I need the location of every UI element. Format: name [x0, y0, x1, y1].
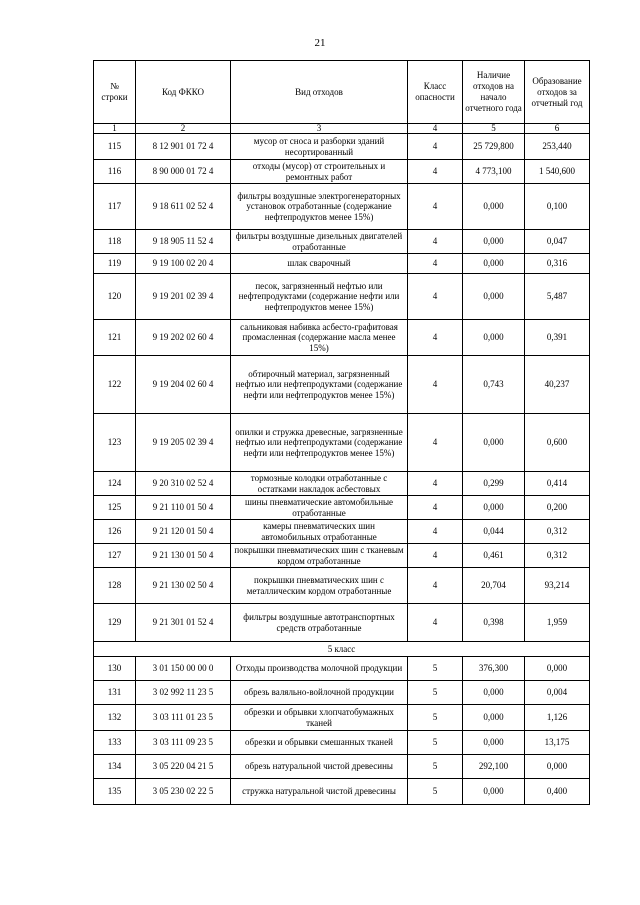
start-amount-cell: 0,000 [463, 320, 525, 356]
hazard-class-cell: 4 [408, 568, 463, 604]
fkko-code-cell: 3 05 230 02 22 5 [136, 779, 231, 805]
start-amount-cell: 0,461 [463, 544, 525, 568]
waste-type-cell: обрезь валяльно-войлочной продукции [231, 681, 408, 705]
header-waste-type: Вид отходов [231, 61, 408, 124]
row-number-cell: 115 [94, 134, 136, 160]
waste-type-cell: фильтры воздушные автотранспортных средств отработанные [231, 604, 408, 642]
start-amount-cell: 0,000 [463, 779, 525, 805]
hazard-class-cell: 5 [408, 657, 463, 681]
formed-amount-cell: 5,487 [525, 274, 590, 320]
column-number-row [94, 124, 590, 134]
start-amount-cell: 0,000 [463, 414, 525, 472]
start-amount-cell: 376,300 [463, 657, 525, 681]
start-amount-cell: 0,000 [463, 731, 525, 755]
column-number: 5 [463, 124, 525, 134]
waste-type-cell: шлак сварочный [231, 254, 408, 274]
row-number-cell: 120 [94, 274, 136, 320]
formed-amount-cell: 0,391 [525, 320, 590, 356]
formed-amount-cell: 1,126 [525, 705, 590, 731]
row-number-cell: 131 [94, 681, 136, 705]
row-number-cell: 133 [94, 731, 136, 755]
row-number-cell: 121 [94, 320, 136, 356]
waste-type-cell: покрышки пневматических шин с металлическим кордом отработанные [231, 568, 408, 604]
column-number: 3 [231, 124, 408, 134]
waste-type-cell: обтирочный материал, загрязненный нефтью или нефтепродуктами (содержание нефти или нефтепродуктов менее 15%) [231, 356, 408, 414]
hazard-class-cell: 5 [408, 731, 463, 755]
fkko-code-cell: 9 20 310 02 52 4 [136, 472, 231, 496]
column-number: 6 [525, 124, 590, 134]
row-number-cell: 128 [94, 568, 136, 604]
waste-type-cell: мусор от сноса и разборки зданий несортированный [231, 134, 408, 160]
hazard-class-cell: 4 [408, 254, 463, 274]
hazard-class-cell: 4 [408, 496, 463, 520]
section-row [94, 642, 590, 657]
fkko-code-cell: 3 05 220 04 21 5 [136, 755, 231, 779]
fkko-code-cell: 9 19 100 02 20 4 [136, 254, 231, 274]
waste-type-cell: Отходы производства молочной продукции [231, 657, 408, 681]
waste-type-cell: отходы (мусор) от строительных и ремонтных работ [231, 160, 408, 184]
formed-amount-cell: 0,000 [525, 657, 590, 681]
start-amount-cell: 0,398 [463, 604, 525, 642]
formed-amount-cell: 93,214 [525, 568, 590, 604]
table-row [94, 731, 590, 755]
table-row [94, 356, 590, 414]
waste-type-cell: обрезь натуральной чистой древесины [231, 755, 408, 779]
table-row [94, 705, 590, 731]
fkko-code-cell: 3 01 150 00 00 0 [136, 657, 231, 681]
formed-amount-cell: 0,047 [525, 230, 590, 254]
row-number-cell: 129 [94, 604, 136, 642]
column-number: 4 [408, 124, 463, 134]
waste-type-cell: сальниковая набивка асбесто-графитовая промасленная (содержание масла менее 15%) [231, 320, 408, 356]
hazard-class-cell: 5 [408, 755, 463, 779]
column-number: 2 [136, 124, 231, 134]
hazard-class-cell: 5 [408, 779, 463, 805]
hazard-class-cell: 4 [408, 520, 463, 544]
row-number-cell: 134 [94, 755, 136, 779]
hazard-class-cell: 5 [408, 705, 463, 731]
fkko-code-cell: 9 21 130 01 50 4 [136, 544, 231, 568]
formed-amount-cell: 1 540,600 [525, 160, 590, 184]
hazard-class-cell: 4 [408, 472, 463, 496]
fkko-code-cell: 9 18 611 02 52 4 [136, 184, 231, 230]
start-amount-cell: 0,000 [463, 496, 525, 520]
hazard-class-cell: 4 [408, 160, 463, 184]
table-row [94, 568, 590, 604]
table-row [94, 544, 590, 568]
formed-amount-cell: 0,316 [525, 254, 590, 274]
row-number-cell: 119 [94, 254, 136, 274]
waste-type-cell: шины пневматические автомобильные отработанные [231, 496, 408, 520]
hazard-class-cell: 4 [408, 604, 463, 642]
fkko-code-cell: 9 21 130 02 50 4 [136, 568, 231, 604]
header-start-amount: Наличие отходов на начало отчетного года [463, 61, 525, 124]
start-amount-cell: 20,704 [463, 568, 525, 604]
fkko-code-cell: 9 21 120 01 50 4 [136, 520, 231, 544]
table-row [94, 184, 590, 230]
fkko-code-cell: 9 21 110 01 50 4 [136, 496, 231, 520]
fkko-code-cell: 9 19 201 02 39 4 [136, 274, 231, 320]
hazard-class-cell: 5 [408, 681, 463, 705]
hazard-class-cell: 4 [408, 134, 463, 160]
formed-amount-cell: 0,000 [525, 755, 590, 779]
start-amount-cell: 0,000 [463, 254, 525, 274]
waste-type-cell: камеры пневматических шин автомобильных отработанные [231, 520, 408, 544]
row-number-cell: 125 [94, 496, 136, 520]
header-formed-amount: Образование отходов за отчетный год [525, 61, 590, 124]
formed-amount-cell: 0,100 [525, 184, 590, 230]
section-label: 5 класс [94, 642, 590, 657]
waste-type-cell: покрышки пневматических шин с тканевым кордом отработанные [231, 544, 408, 568]
table-row [94, 472, 590, 496]
formed-amount-cell: 0,312 [525, 520, 590, 544]
header-hazard-class: Класс опасности [408, 61, 463, 124]
table-row [94, 520, 590, 544]
waste-type-cell: фильтры воздушные дизельных двигателей отработанные [231, 230, 408, 254]
table-row [94, 274, 590, 320]
table-row [94, 414, 590, 472]
start-amount-cell: 0,000 [463, 184, 525, 230]
row-number-cell: 124 [94, 472, 136, 496]
fkko-code-cell: 3 03 111 01 23 5 [136, 705, 231, 731]
row-number-cell: 127 [94, 544, 136, 568]
table-row [94, 134, 590, 160]
row-number-cell: 123 [94, 414, 136, 472]
formed-amount-cell: 0,414 [525, 472, 590, 496]
row-number-cell: 118 [94, 230, 136, 254]
header-row [94, 61, 590, 124]
start-amount-cell: 292,100 [463, 755, 525, 779]
row-number-cell: 126 [94, 520, 136, 544]
hazard-class-cell: 4 [408, 274, 463, 320]
table-row [94, 320, 590, 356]
table-row [94, 160, 590, 184]
start-amount-cell: 0,000 [463, 705, 525, 731]
table-row [94, 657, 590, 681]
waste-type-cell: тормозные колодки отработанные с остатками накладок асбестовых [231, 472, 408, 496]
hazard-class-cell: 4 [408, 184, 463, 230]
fkko-code-cell: 3 03 111 09 23 5 [136, 731, 231, 755]
row-number-cell: 122 [94, 356, 136, 414]
fkko-code-cell: 9 19 205 02 39 4 [136, 414, 231, 472]
hazard-class-cell: 4 [408, 414, 463, 472]
waste-type-cell: обрезки и обрывки смешанных тканей [231, 731, 408, 755]
row-number-cell: 130 [94, 657, 136, 681]
start-amount-cell: 0,000 [463, 274, 525, 320]
row-number-cell: 135 [94, 779, 136, 805]
start-amount-cell: 4 773,100 [463, 160, 525, 184]
hazard-class-cell: 4 [408, 320, 463, 356]
waste-type-cell: фильтры воздушные электрогенераторных установок отработанные (содержание нефтепродуктов менее 15%) [231, 184, 408, 230]
start-amount-cell: 0,743 [463, 356, 525, 414]
row-number-cell: 116 [94, 160, 136, 184]
column-number: 1 [94, 124, 136, 134]
hazard-class-cell: 4 [408, 230, 463, 254]
fkko-code-cell: 3 02 992 11 23 5 [136, 681, 231, 705]
start-amount-cell: 0,044 [463, 520, 525, 544]
page-number: 21 [314, 37, 326, 49]
formed-amount-cell: 13,175 [525, 731, 590, 755]
table-row [94, 604, 590, 642]
table-row [94, 681, 590, 705]
table-row [94, 755, 590, 779]
waste-type-cell: опилки и стружка древесные, загрязненные нефтью или нефтепродуктами (содержание нефти или нефтепродуктов менее 15%) [231, 414, 408, 472]
start-amount-cell: 0,299 [463, 472, 525, 496]
fkko-code-cell: 9 19 202 02 60 4 [136, 320, 231, 356]
table-row [94, 230, 590, 254]
formed-amount-cell: 253,440 [525, 134, 590, 160]
fkko-code-cell: 9 19 204 02 60 4 [136, 356, 231, 414]
fkko-code-cell: 9 18 905 11 52 4 [136, 230, 231, 254]
waste-type-cell: песок, загрязненный нефтью или нефтепродуктами (содержание нефти или нефтепродуктов менее 15%) [231, 274, 408, 320]
formed-amount-cell: 0,312 [525, 544, 590, 568]
formed-amount-cell: 0,400 [525, 779, 590, 805]
formed-amount-cell: 0,600 [525, 414, 590, 472]
waste-type-cell: стружка натуральной чистой древесины [231, 779, 408, 805]
row-number-cell: 117 [94, 184, 136, 230]
waste-type-cell: обрезки и обрывки хлопчатобумажных тканей [231, 705, 408, 731]
start-amount-cell: 0,000 [463, 230, 525, 254]
formed-amount-cell: 0,004 [525, 681, 590, 705]
header-row-number: № строки [94, 61, 136, 124]
fkko-code-cell: 8 12 901 01 72 4 [136, 134, 231, 160]
start-amount-cell: 0,000 [463, 681, 525, 705]
table-row [94, 496, 590, 520]
header-fkko-code: Код ФККО [136, 61, 231, 124]
waste-table [93, 60, 590, 805]
table-row [94, 254, 590, 274]
formed-amount-cell: 40,237 [525, 356, 590, 414]
formed-amount-cell: 0,200 [525, 496, 590, 520]
hazard-class-cell: 4 [408, 356, 463, 414]
fkko-code-cell: 8 90 000 01 72 4 [136, 160, 231, 184]
hazard-class-cell: 4 [408, 544, 463, 568]
start-amount-cell: 25 729,800 [463, 134, 525, 160]
formed-amount-cell: 1,959 [525, 604, 590, 642]
fkko-code-cell: 9 21 301 01 52 4 [136, 604, 231, 642]
row-number-cell: 132 [94, 705, 136, 731]
table-row [94, 779, 590, 805]
